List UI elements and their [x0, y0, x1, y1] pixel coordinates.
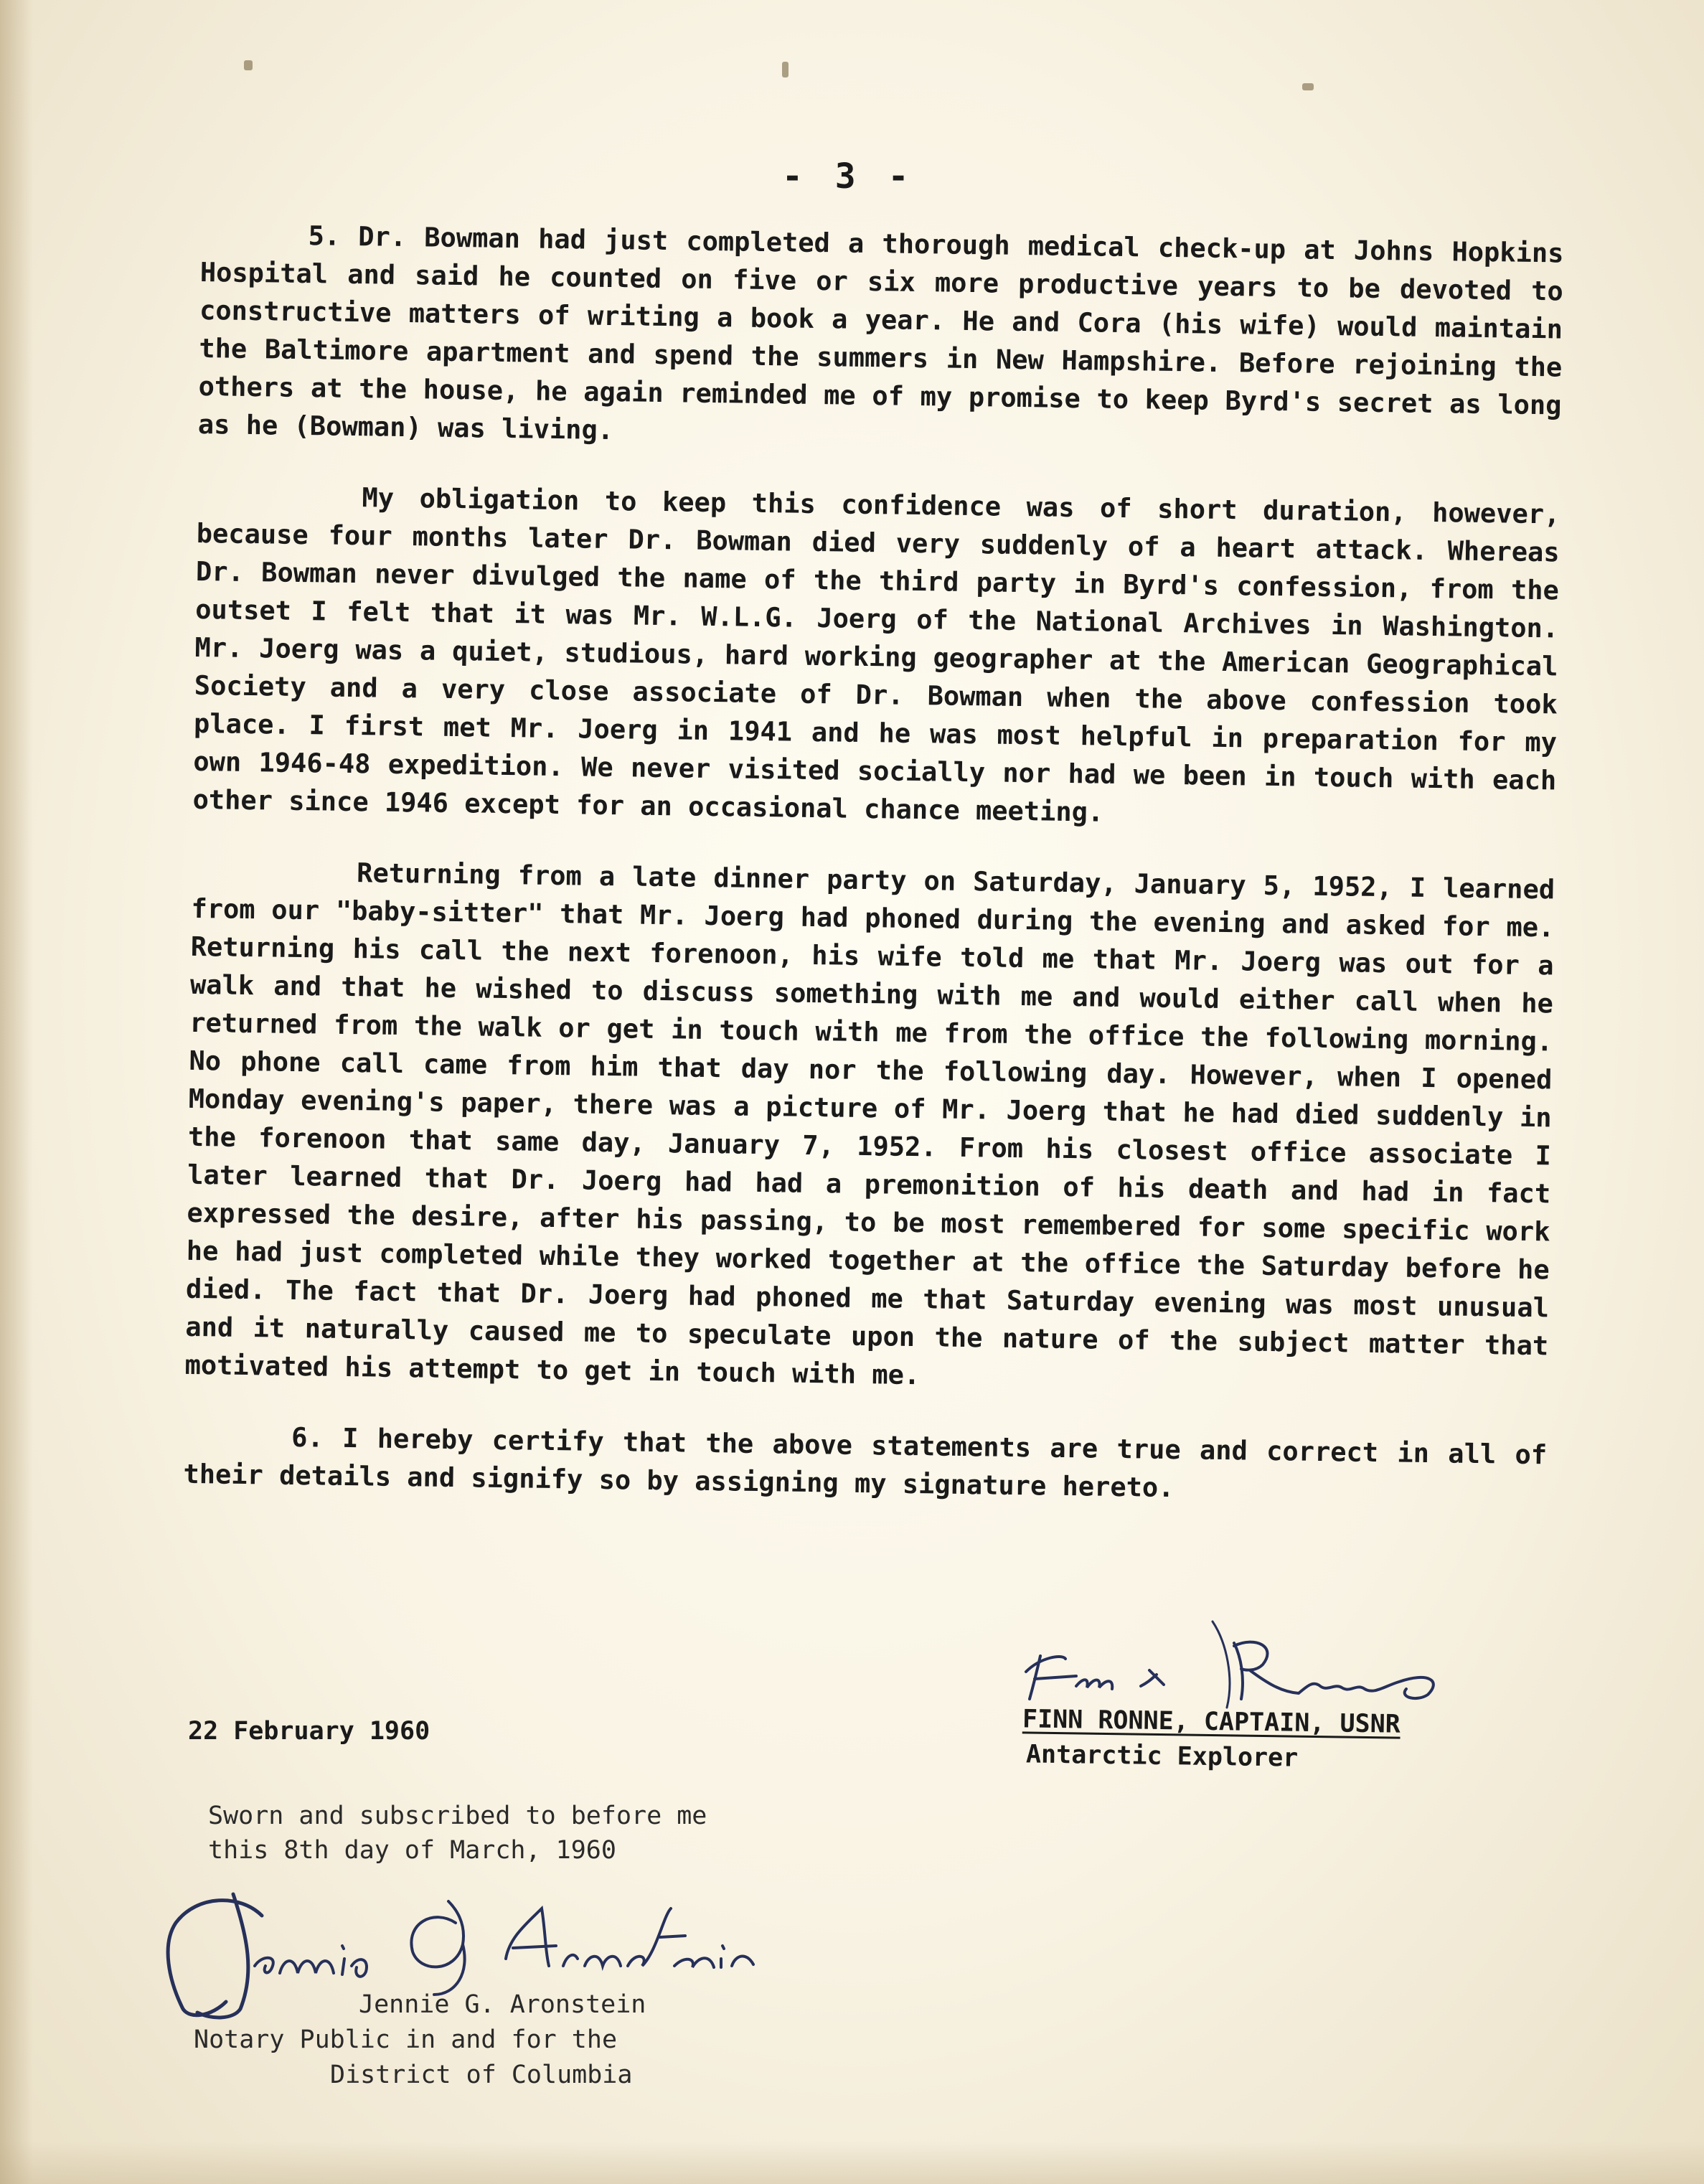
signer-name: FINN RONNE, CAPTAIN, USNR — [1022, 1705, 1401, 1739]
paper-edge-shadow — [0, 0, 33, 2184]
notarization-line-2: this 8th day of March, 1960 — [208, 1836, 616, 1865]
notary-line-3: District of Columbia — [330, 2061, 633, 2089]
document-date: 22 February 1960 — [188, 1717, 430, 1746]
notary-line-2: Notary Public in and for the — [194, 2025, 618, 2054]
paragraph-5: 5. Dr. Bowman had just completed a thorough medical check-up at Johns Hopkins Hospital and said he counted on five or six more productive years to be devoted to constructive matters of writing a book a year. He and Cora (his wife) would maintain the Baltimore apartment and spend the summers in New Hampshire. Before rejoining the others at the house, he again reminded me of my promise to keep Byrd's secret as long as he (Bowman) was living. — [197, 220, 1564, 446]
paper-bottom-shadow — [0, 2141, 1704, 2184]
document-body — [182, 215, 1563, 1545]
notary-block — [194, 1987, 646, 2093]
paragraph-obligation: My obligation to keep this confidence was of short duration, however, because four months later Dr. Bowman died very suddenly of a heart attack. Whereas Dr. Bowman never divulged the name of the third party in Byrd's confession, from the outset I felt that it was Mr. W.L.G. Joerg of the National Archives in Washington. Mr. Joerg was a quiet, studious, hard working geographer at the American Geographical Society and a very close associate of Dr. Bowman when the above confession took place. I first met Mr. Joerg in 1941 and he was most helpful in preparation for my own 1946-48 expedition. We never visited socially nor had we been in touch with each other since 1946 except for an occasional chance meeting. — [192, 482, 1561, 828]
paragraph-returning: Returning from a late dinner party on Saturday, January 5, 1952, I learned from our "baby-sitter" that Mr. Joerg had phoned during the evening and asked for me. Returning his call the next forenoon, his wife told me that Mr. Joerg was out for a walk and that he wished to discuss something with me and would either call when he returned from the walk or get in touch with me from the office the following morning. No phone call came from him that day nor the following day. However, when I opened Monday evening's paper, there was a picture of Mr. Joerg that he had died suddenly in the forenoon that same day, January 7, 1952. From his closest office associate I later learned that Dr. Joerg had had a premonition of his death and had in fact expressed the desire, after his passing, to be most remembered for some specific work he had just completed while they worked together at the office the Saturday before he died. The fact that Dr. Joerg had phoned me that Saturday evening was most unusual and it naturally caused me to speculate upon the nature of the subject matter that motivated his attempt to get in touch with me. — [184, 857, 1555, 1391]
signer-title: Antarctic Explorer — [1025, 1740, 1299, 1773]
staple-hole — [244, 60, 253, 70]
staple-hole — [1302, 83, 1314, 90]
ronne-signature — [997, 1614, 1471, 1715]
staple-hole — [782, 62, 789, 77]
notary-name: Jennie G. Aronstein — [359, 1990, 646, 2019]
page-number: - 3 - — [782, 156, 915, 197]
notarization-line-1: Sworn and subscribed to before me — [208, 1802, 707, 1830]
notarization-statement — [208, 1799, 707, 1868]
paragraph-6-certification: 6. I hereby certify that the above statements are true and correct in all of their details and signify so by assigning my signature hereto. — [183, 1421, 1548, 1504]
